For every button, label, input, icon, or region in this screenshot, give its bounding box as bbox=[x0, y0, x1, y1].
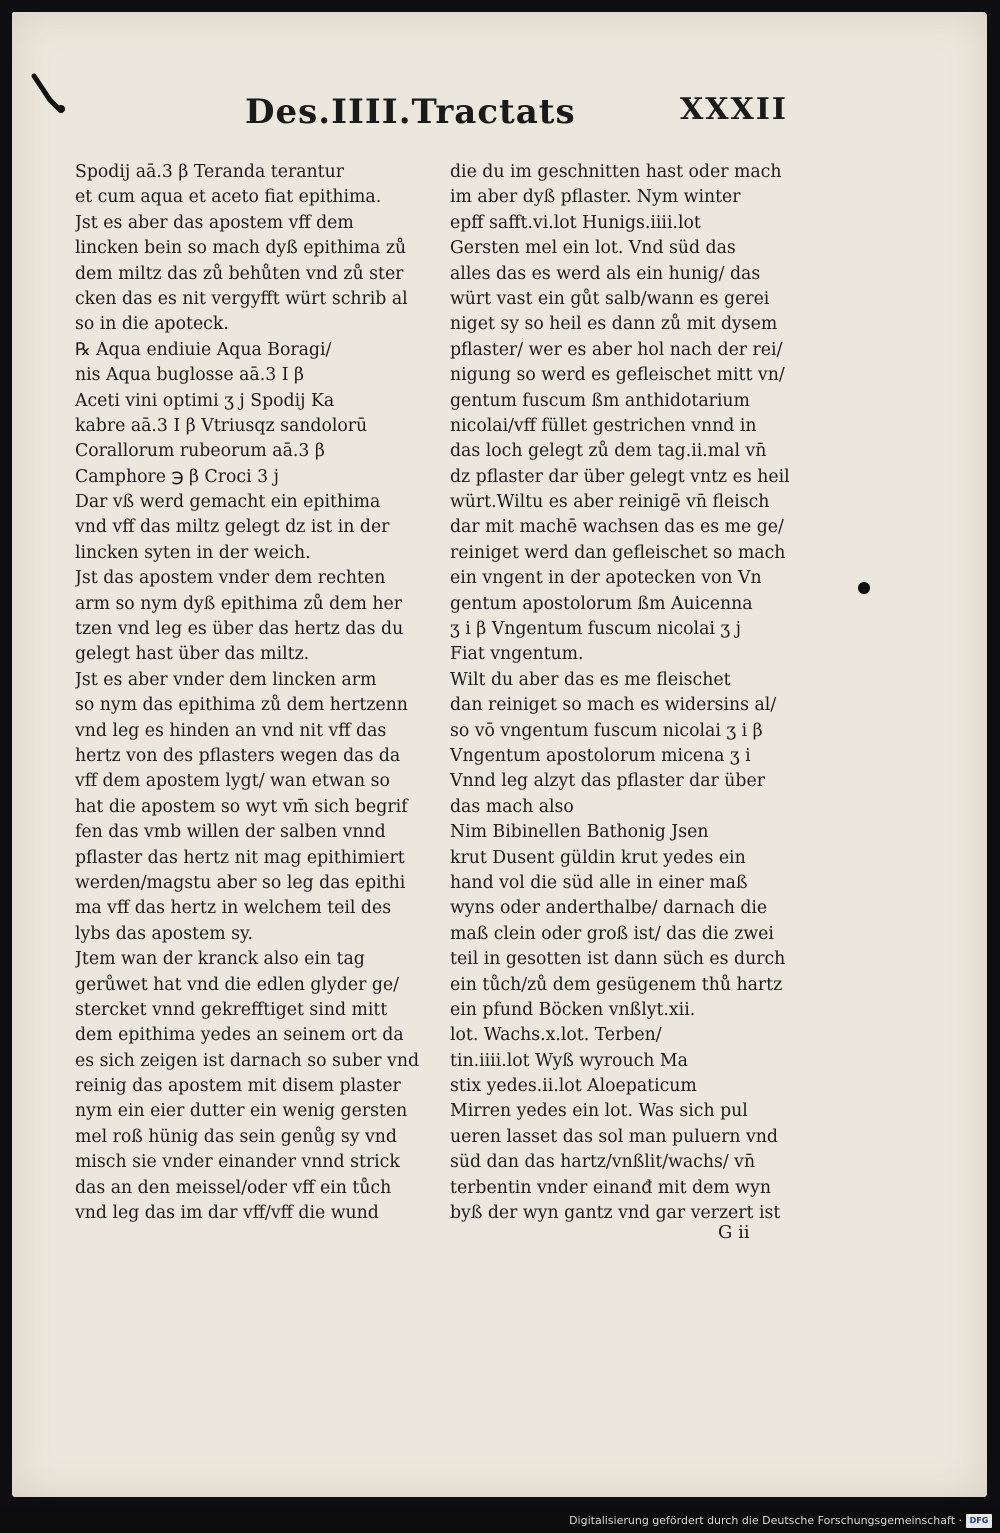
text-line: stercket vnnd gekrefftiget sind mitt bbox=[75, 999, 388, 1020]
text-line: hat die apostem so wyt vm̄ sich begrif bbox=[75, 796, 408, 817]
running-head: Des.IIII.Tractats bbox=[245, 92, 576, 132]
text-line: vff dem apostem lygt/ wan etwan so bbox=[75, 771, 390, 792]
text-line: nigung so werd es gefleischet mitt vn/ bbox=[450, 365, 785, 386]
text-line: hertz von des pflasters wegen das da bbox=[75, 745, 401, 766]
text-line: hand vol die süd alle in einer maß bbox=[450, 872, 748, 893]
ink-dot bbox=[858, 582, 870, 594]
text-line: krut Dusent güldin krut yedes ein bbox=[450, 847, 746, 868]
text-line: es sich zeigen ist darnach so suber vnd bbox=[75, 1050, 420, 1071]
text-line: Jst es aber das apostem vff dem bbox=[75, 212, 354, 233]
text-line: Gersten mel ein lot. Vnd süd das bbox=[450, 238, 736, 259]
text-line: Jst das apostem vnder dem rechten bbox=[75, 568, 386, 589]
text-line: so vō vngentum fuscum nicolai ʒ i β bbox=[450, 720, 763, 741]
text-line: niget sy so heil es dann zů mit dysem bbox=[450, 314, 778, 335]
text-line: Fiat vngentum. bbox=[450, 644, 584, 665]
text-line: dem epithima yedes an seinem ort da bbox=[75, 1025, 404, 1046]
text-line: würt.Wiltu es aber reinigē vn̄ fleisch bbox=[450, 492, 770, 513]
text-line: stix yedes.ii.lot Aloepaticum bbox=[450, 1076, 697, 1097]
text-line: werden/magstu aber so leg das epithi bbox=[75, 872, 406, 893]
text-line: gerůwet hat vnd die edlen glyder ge/ bbox=[75, 974, 399, 995]
text-line: vnd leg das im dar vff/vff die wund bbox=[75, 1203, 379, 1224]
text-line: Aceti vini optimi ʒ j Spodij Ka bbox=[75, 390, 335, 411]
text-line: maß clein oder groß ist/ das die zwei bbox=[450, 923, 774, 944]
text-line: Dar vß werd gemacht ein epithima bbox=[75, 492, 381, 513]
text-line: tzen vnd leg es über das hertz das du bbox=[75, 619, 404, 640]
text-line: Corallorum rubeorum aā.3 β bbox=[75, 441, 325, 462]
text-line: Nim Bibinellen Bathonig Jsen bbox=[450, 822, 709, 843]
text-line: lot. Wachs.x.lot. Terben/ bbox=[450, 1025, 662, 1046]
text-line: ein pfund Böcken vnßlyt.xii. bbox=[450, 999, 696, 1020]
text-line: im aber dyß pflaster. Nym winter bbox=[450, 187, 741, 208]
text-line: terbentin vnder einanđ mit dem wyn bbox=[450, 1177, 771, 1198]
text-line: mel roß hünig das sein genůg sy vnd bbox=[75, 1126, 397, 1147]
text-line: nicolai/vff füllet gestrichen vnnd in bbox=[450, 415, 757, 436]
text-line: dem miltz das zů behůten vnd zů ster bbox=[75, 263, 404, 284]
ink-mark-icon bbox=[30, 70, 68, 114]
text-line: ueren lasset das sol man puluern vnd bbox=[450, 1126, 778, 1147]
text-line: byß der wyn gantz vnd gar verzert ist bbox=[450, 1203, 781, 1224]
footer-credit: Digitalisierung gefördert durch die Deutsche Forschungsgemeinschaft · bbox=[569, 1514, 962, 1527]
text-line: gentum fuscum ßm anthidotarium bbox=[450, 390, 750, 411]
text-line: das an den meissel/oder vff ein tůch bbox=[75, 1177, 392, 1198]
text-line: kabre aā.3 I β Vtriusqz sandolorū bbox=[75, 415, 368, 436]
folio-number: XXXII bbox=[680, 92, 788, 127]
text-line: ein vngent in der apotecken von Vn bbox=[450, 568, 762, 589]
text-line: lincken syten in der weich. bbox=[75, 542, 311, 563]
text-line: ʒ i β Vngentum fuscum nicolai ʒ j bbox=[450, 619, 742, 640]
text-line: et cum aqua et aceto fiat epithima. bbox=[75, 187, 382, 208]
text-line: süd dan das hartz/vnßlit/wachs/ vn̄ bbox=[450, 1152, 756, 1173]
text-line: vnd leg es hinden an vnd nit vff das bbox=[75, 720, 387, 741]
text-line: pflaster/ wer es aber hol nach der rei/ bbox=[450, 339, 783, 360]
text-line: Vngentum apostolorum micena ʒ i bbox=[450, 745, 751, 766]
text-line: wyns oder anderthalbe/ darnach die bbox=[450, 898, 768, 919]
text-line: lincken bein so mach dyß epithima zů bbox=[75, 238, 407, 259]
text-line: das loch gelegt zů dem tag.ii.mal vn̄ bbox=[450, 441, 767, 462]
text-line: nis Aqua buglosse aā.3 I β bbox=[75, 365, 305, 386]
text-line: die du im geschnitten hast oder mach bbox=[450, 162, 782, 182]
right-column bbox=[450, 160, 795, 1226]
text-line: epff safft.vi.lot Hunigs.iiii.lot bbox=[450, 212, 701, 233]
text-line: gelegt hast über das miltz. bbox=[75, 644, 310, 665]
text-line: fen das vmb willen der salben vnnd bbox=[75, 822, 386, 843]
text-line: lybs das apostem sy. bbox=[75, 923, 253, 944]
left-column bbox=[75, 160, 420, 1226]
text-line: reiniget werd dan gefleischet so mach bbox=[450, 542, 786, 563]
text-line: vnd vff das miltz gelegt dz ist in der bbox=[75, 517, 390, 538]
text-line: dan reiniget so mach es widersins al/ bbox=[450, 695, 777, 716]
text-line: dz pflaster dar über gelegt vntz es heil bbox=[450, 466, 790, 487]
text-line: so in die apoteck. bbox=[75, 314, 229, 335]
text-line: Jtem wan der kranck also ein tag bbox=[75, 949, 365, 970]
text-line: Vnnd leg alzyt das pflaster dar über bbox=[450, 771, 765, 792]
text-line: Jst es aber vnder dem lincken arm bbox=[75, 669, 377, 690]
text-line: cken das es nit vergyfft würt schrib al bbox=[75, 288, 408, 309]
text-line: Wilt du aber das es me fleischet bbox=[450, 669, 731, 690]
dfg-logo: DFG bbox=[966, 1514, 992, 1528]
text-line: so nym das epithima zů dem hertzenn bbox=[75, 695, 408, 716]
text-line: Camphore ℈ β Croci 3 j bbox=[75, 466, 279, 487]
text-line: tin.iiii.lot Wyß wyrouch Ma bbox=[450, 1050, 688, 1071]
text-line: misch sie vnder einander vnnd strick bbox=[75, 1152, 400, 1173]
text-line: reinig das apostem mit disem plaster bbox=[75, 1076, 401, 1097]
text-line: alles das es werd als ein hunig/ das bbox=[450, 263, 761, 284]
text-line: Mirren yedes ein lot. Was sich pul bbox=[450, 1101, 748, 1122]
text-line: das mach also bbox=[450, 796, 574, 817]
signature-mark: G ii bbox=[718, 1222, 750, 1243]
text-line: ein tůch/zů dem gesügenem thů hartz bbox=[450, 974, 783, 995]
text-line: würt vast ein gůt salb/wann es gerei bbox=[450, 288, 770, 309]
text-line: pflaster das hertz nit mag epithimiert bbox=[75, 847, 405, 868]
text-line: teil in gesotten ist dann süch es durch bbox=[450, 949, 786, 970]
text-line: ma vff das hertz in welchem teil des bbox=[75, 898, 392, 919]
text-line: Spodij aā.3 β Teranda terantur bbox=[75, 162, 344, 182]
text-line: nym ein eier dutter ein wenig gersten bbox=[75, 1101, 408, 1122]
footer-bar bbox=[0, 1510, 1000, 1533]
text-line: arm so nym dyß epithima zů dem her bbox=[75, 593, 402, 614]
text-line: ℞ Aqua endiuie Aqua Boragi/ bbox=[75, 339, 332, 360]
text-line: dar mit machē wachsen das es me ge/ bbox=[450, 517, 784, 538]
text-line: gentum apostolorum ßm Auicenna bbox=[450, 593, 753, 614]
